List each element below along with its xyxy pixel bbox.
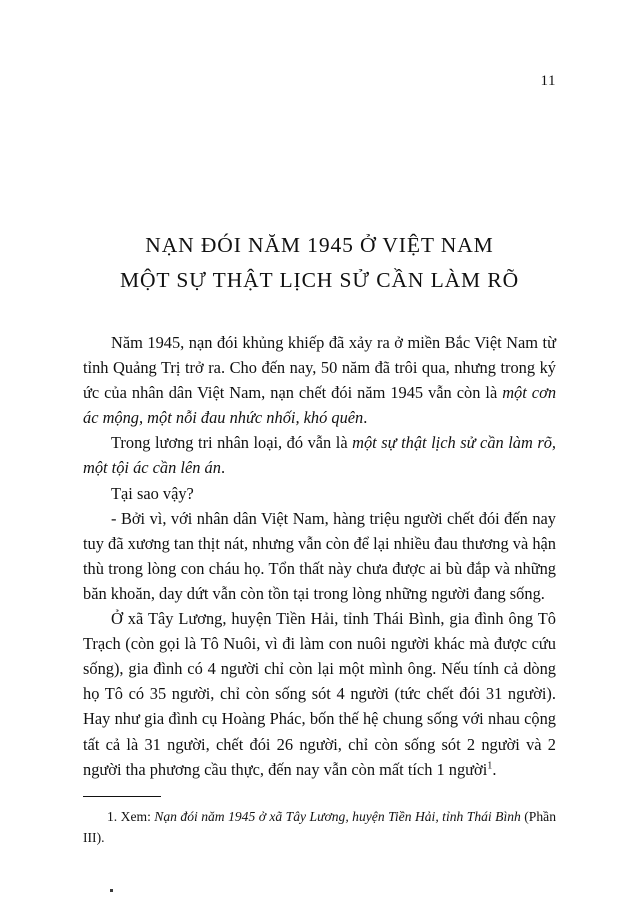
- footnote-reference-marker[interactable]: 1: [487, 760, 493, 772]
- text-run: Trong lương tri nhân loại, đó vẫn là: [111, 433, 353, 453]
- footnote-lead-text: Xem:: [120, 809, 155, 824]
- footnote-tail-text: (Phần III).: [83, 809, 556, 845]
- text-run-italic: một sự thật lịch sử cần làm rõ, một tội ác cần lên án: [83, 433, 557, 478]
- text-run: - Bởi vì, với nhân dân Việt Nam, hàng triệu người chết đói đến nay tuy đã xương tan thịt nát, nhưng vẫn còn để lại nhiều đau thương và hận thù trong lòng con cháu họ. Tổn thất này chưa được ai bù đắp và những băn khoăn, day dứt vẫn còn tồn tại trong lòng những người đang sống.: [83, 508, 556, 603]
- footnote-entry: [83, 806, 556, 848]
- text-run: .: [220, 458, 226, 478]
- text-run: Tại sao vậy?: [111, 483, 194, 503]
- text-run: Năm 1945, nạn đói khủng khiếp đã xảy ra ở miền Bắc Việt Nam từ tỉnh Quảng Trị trở ra. Cho đến nay, 50 năm đã trôi qua, nhưng trong ký ức của nhân dân Việt Nam, nạn chết đói năm 1945 vẫn còn là: [83, 333, 556, 403]
- body-paragraph: [83, 481, 556, 506]
- footnote-zone: [83, 796, 556, 848]
- footnote-cited-title: Nạn đói năm 1945 ở xã Tây Lương, huyện Tiền Hải, tỉnh Thái Bình: [154, 809, 521, 824]
- body-paragraph: [83, 430, 556, 480]
- text-run: .: [492, 759, 497, 779]
- scan-artifact-speck: [110, 889, 113, 892]
- page-number: 11: [540, 73, 556, 89]
- body-paragraph: [83, 506, 556, 606]
- text-run: .: [363, 408, 368, 428]
- body-paragraph: [83, 606, 556, 782]
- text-run: Ở xã Tây Lương, huyện Tiền Hải, tỉnh Thái Bình, gia đình ông Tô Trạch (còn gọi là Tô Nuôi, vì đi làm con nuôi người khác mà được cứu sống), gia đình có 4 người chỉ còn lại một mình ông. Nếu tính cả dòng họ Tô có 35 người, chỉ còn sống sót 4 người (tức chết đói 31 người). Hay như gia đình cụ Hoàng Phác, bốn thế hệ chung sống với nhau cộng tất cả là 31 người, chết đói 26 người, chỉ còn sống sót 2 người và 2 người tha phương cầu thực, đến nay vẫn còn mất tích 1 người: [83, 609, 556, 779]
- page-title-line-1: NẠN ĐÓI NĂM 1945 Ở VIỆT NAM: [145, 233, 494, 257]
- body-paragraph: [83, 330, 556, 430]
- footnote-number: 1.: [107, 809, 121, 824]
- page-title: [83, 228, 556, 298]
- page-title-line-2: MỘT SỰ THẬT LỊCH SỬ CẦN LÀM RÕ: [119, 268, 520, 292]
- text-run-italic: một cơn ác mộng, một nỗi đau nhức nhối, khó quên: [83, 383, 557, 428]
- footnote-separator-rule: [83, 796, 161, 797]
- text-block: [83, 228, 556, 782]
